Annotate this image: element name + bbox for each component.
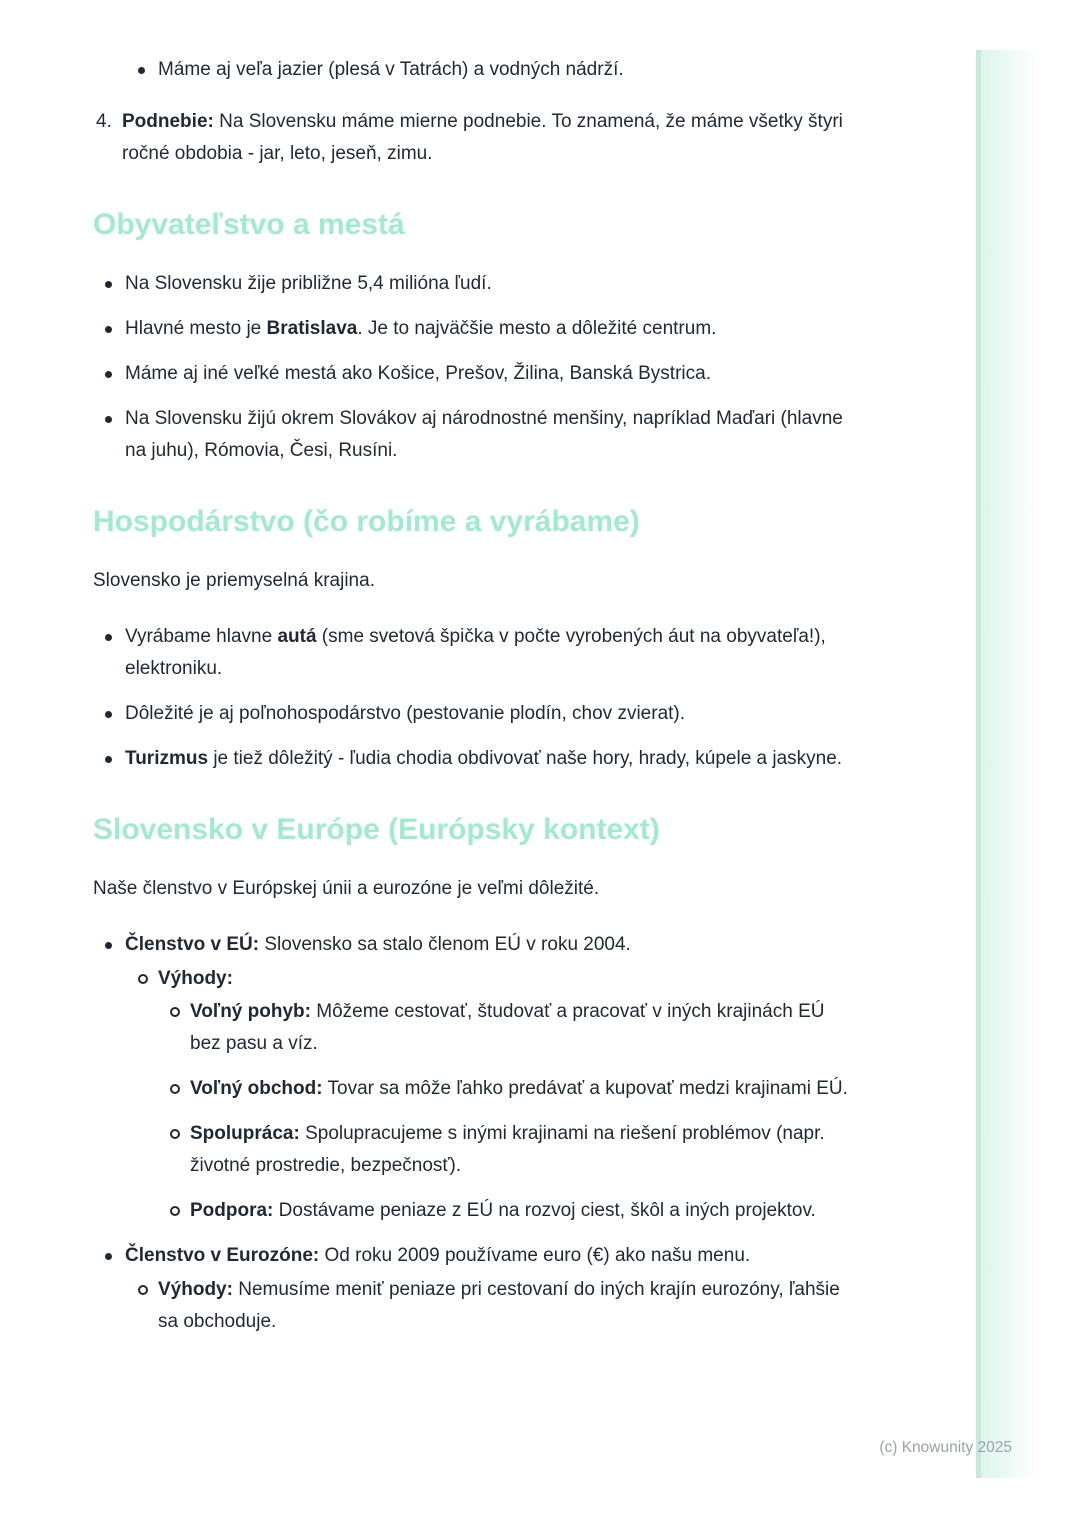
bullet-circle-marker [138, 1285, 148, 1295]
right-accent-stripe [976, 50, 1038, 1478]
item-text: Máme aj veľa jazier (plesá v Tatrách) a vodných nádrží. [158, 59, 624, 80]
item-text: Voľný obchod: Tovar sa môže ľahko predávať a kupovať medzi krajinami EÚ. [190, 1078, 848, 1099]
bullet-circle-marker [170, 1007, 180, 1017]
bullet-item [93, 403, 859, 467]
bold-text: Členstvo v Eurozóne: [125, 1245, 320, 1266]
bullet-circle-marker [170, 1084, 180, 1094]
bullet-disc-marker [105, 634, 112, 641]
item-text: Spolupráca: Spolupracujeme s inými krajinami na riešení problémov (napr. životné prostredie, bezpečnosť). [190, 1123, 825, 1176]
bold-text: Turizmus [125, 748, 209, 769]
list-number: 4. [96, 111, 112, 132]
item-text [158, 963, 859, 995]
item-text: Na Slovensku žijú okrem Slovákov aj národnostné menšiny, napríklad Maďari (hlavne na juhu), Rómovia, Česi, Rusíni. [125, 408, 843, 461]
item-text: Vyrábame hlavne autá (sme svetová špička v počte vyrobených áut na obyvateľa!), elektroniku. [125, 626, 826, 679]
bullet-item [93, 621, 859, 685]
bullet-item [93, 996, 859, 1060]
section-heading: Slovensko v Európe (Európsky kontext) [93, 813, 660, 846]
section-heading: Obyvateľstvo a mestá [93, 208, 405, 241]
item-text: Výhody: Nemusíme meniť peniaze pri cestovaní do iných krajín eurozóny, ľahšie sa obchoduje. [158, 1279, 840, 1332]
bullet-circle-marker [170, 1206, 180, 1216]
bullet-disc-marker [105, 371, 112, 378]
bullet-item [93, 1274, 859, 1338]
bullet-item [93, 929, 859, 961]
item-text: Voľný pohyb: Môžeme cestovať, študovať a pracovať v iných krajinách EÚ bez pasu a víz. [190, 1001, 825, 1054]
bold-text: Voľný obchod: [190, 1078, 323, 1099]
bold-text: Voľný pohyb: [190, 1001, 311, 1022]
item-text: Máme aj iné veľké mestá ako Košice, Prešov, Žilina, Banská Bystrica. [125, 363, 711, 384]
bullet-item [93, 1195, 859, 1227]
item-text: Na Slovensku žije približne 5,4 milióna ľudí. [125, 273, 492, 294]
document-content [93, 54, 859, 1338]
item-text: Členstvo v Eurozóne: Od roku 2009 používame euro (€) ako našu menu. [125, 1245, 751, 1266]
item-text: Členstvo v EÚ: Slovensko sa stalo členom EÚ v roku 2004. [125, 934, 631, 955]
bold-text: Členstvo v EÚ: [125, 934, 260, 955]
bullet-circle-marker [138, 974, 148, 984]
bullet-disc-marker [105, 756, 112, 763]
bullet-disc-marker [105, 281, 112, 288]
bullet-disc-marker [105, 711, 112, 718]
bold-text: Spolupráca: [190, 1123, 300, 1144]
numbered-item [93, 106, 859, 170]
bullet-item [93, 268, 859, 300]
item-text: Podnebie: Na Slovensku máme mierne podnebie. To znamená, že máme všetky štyri ročné obdobia - jar, leto, jeseň, zimu. [122, 111, 843, 164]
bullet-item [93, 743, 859, 775]
bullet-disc-marker [105, 326, 112, 333]
copyright-watermark: (c) Knowunity 2025 [879, 1439, 1012, 1456]
bullet-disc-marker [105, 942, 112, 949]
bold-text: Výhody: [158, 1279, 233, 1300]
bold-text: Podpora: [190, 1200, 274, 1221]
item-text: Turizmus je tiež dôležitý - ľudia chodia obdivovať naše hory, hrady, kúpele a jaskyne. [125, 748, 843, 769]
bullet-item [93, 963, 859, 995]
bold-text: Podnebie: [122, 111, 214, 132]
bold-text: Bratislava [266, 318, 358, 339]
bullet-item [93, 1240, 859, 1272]
bullet-disc-marker [105, 1253, 112, 1260]
item-text: Podpora: Dostávame peniaze z EÚ na rozvoj ciest, škôl a iných projektov. [190, 1200, 816, 1221]
paragraph: Slovensko je priemyselná krajina. [93, 570, 375, 591]
bullet-circle-marker [170, 1129, 180, 1139]
bullet-item [93, 54, 859, 86]
bold-text: Výhody: [158, 968, 233, 989]
item-text: Hlavné mesto je Bratislava. Je to najväčšie mesto a dôležité centrum. [125, 318, 717, 339]
bullet-item [93, 313, 859, 345]
bullet-item [93, 698, 859, 730]
bullet-item [93, 1073, 859, 1105]
paragraph: Naše členstvo v Európskej únii a eurozóne je veľmi dôležité. [93, 878, 600, 899]
bold-text: autá [277, 626, 317, 647]
bullet-item [93, 358, 859, 390]
bullet-disc-marker [105, 416, 112, 423]
bullet-item [93, 1118, 859, 1182]
item-text: Dôležité je aj poľnohospodárstvo (pestovanie plodín, chov zvierat). [125, 703, 686, 724]
section-heading: Hospodárstvo (čo robíme a vyrábame) [93, 505, 640, 538]
bullet-disc-marker [138, 67, 145, 74]
